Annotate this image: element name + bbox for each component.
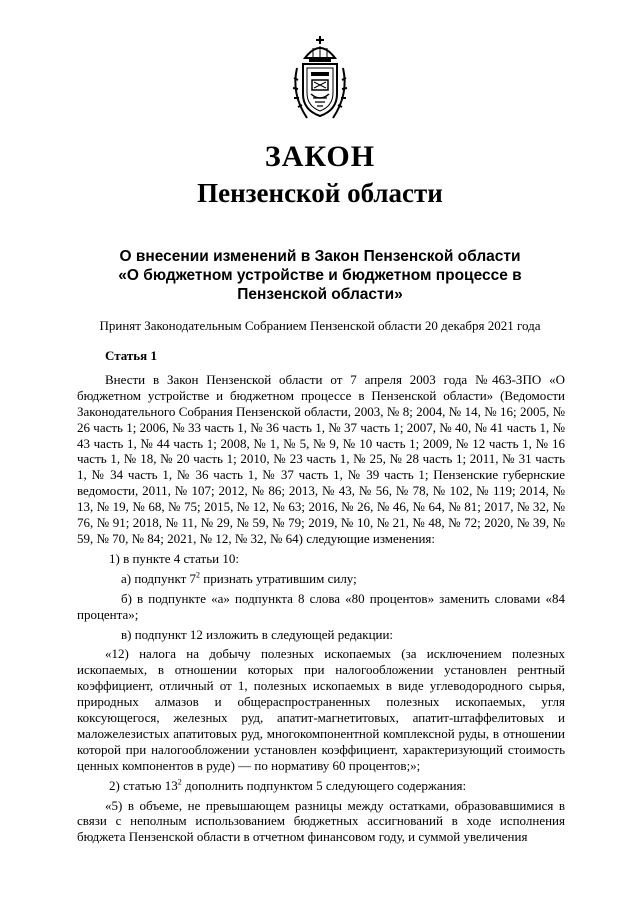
item-1-v: в) подпункт 12 изложить в следующей редакции: bbox=[121, 626, 394, 642]
document-region: Пензенской области bbox=[197, 178, 443, 208]
item-1-a-text: а) подпункт 7 bbox=[121, 570, 197, 586]
item-1-b: б) в подпункте «а» подпункта 8 слова «80 процентов» заменить словами «84 процента»; bbox=[77, 590, 565, 622]
quoted-subparagraph-5: «5) в объеме, не превышающем разницы между остатками, образовавшимися в связи с неполным использованием бюджетных ассигнований в ходе исполнения бюджета Пензенской области в отчетном финансовом году, и суммой увеличения bbox=[77, 797, 565, 845]
item-2 bbox=[77, 778, 565, 794]
document-title: ЗАКОН bbox=[264, 140, 376, 173]
item-2-text: 2) статью 13 bbox=[109, 777, 178, 793]
item-1-a-superscript: 2 bbox=[196, 570, 201, 580]
law-body bbox=[77, 348, 565, 845]
law-subtitle bbox=[80, 247, 560, 304]
subtitle-line-2: «О бюджетном устройстве и бюджетном процессе в bbox=[118, 267, 522, 284]
article-heading: Статья 1 bbox=[105, 348, 157, 363]
item-1: 1) в пункте 4 статьи 10: bbox=[109, 550, 239, 566]
subtitle-line-3: Пензенской области» bbox=[237, 286, 403, 303]
subtitle-line-1: О внесении изменений в Закон Пензенской области bbox=[119, 248, 521, 265]
adoption-note: Принят Законодательным Собранием Пензенской области 20 декабря 2021 года bbox=[99, 318, 541, 333]
item-2-tail: дополнить подпунктом 5 следующего содержания: bbox=[181, 777, 467, 793]
coat-of-arms-emblem bbox=[287, 34, 353, 122]
item-1-a-tail: признать утратившим силу; bbox=[200, 570, 357, 586]
quoted-subparagraph-12: «12) налога на добычу полезных ископаемых (за исключением полезных ископаемых, в отношении которых при налогообложении установлен рентный коэффициент, отличный от 1, полезных ископаемых в виде углеводородного сырья, природных алмазов и общераспространенных полезных ископаемых, угля коксующегося, железных руд, апатит-магнетитовых, апатит-штаффелитовых и маложелезистых апатитовых руд, многокомпонентной комплексной руды, в отношении которой при налогообложении установлен коэффициент, характеризующий стоимость ценных компонентов в руде) — по нормативу 60 процентов;»; bbox=[77, 646, 565, 773]
intro-paragraph: Внести в Закон Пензенской области от 7 апреля 2003 года №463-ЗПО «О бюджетном устройстве и бюджетном процессе в Пензенской области» (Ведомости Законодательного Собрания Пензенской области, 2003, № 8; 2004, № 14, № 16; 2005, № 26 часть 1; 2006, № 33 часть 1, № 36 часть 1, № 37 часть 1; 2007, № 40, № 41 часть 1, № 43 часть 1, № 44 часть 1; 2008, № 1, № 5, № 9, № 10 часть 1; 2009, № 12 часть 1, № 16 часть 1, № 18, № 20 часть 1; 2010, № 23 часть 1, № 25, № 28 часть 1; 2011, № 31 часть 1, № 34 часть 1, № 36 часть 1, № 37 часть 1, № 39 часть 1; Пензенские губернские ведомости, 2011, № 107; 2012, № 86; 2013, № 43, № 56, № 78, № 102, № 119; 2014, № 13, № 19, № 68, № 75; 2015, № 12, № 63; 2016, № 26, № 46, № 64, № 81; 2017, № 32, № 76, № 91; 2018, № 11, № 29, № 59, № 79; 2019, № 10, № 21, № 48, № 72; 2020, № 39, № 59, № 70, № 84; 2021, № 12, № 32, № 64) следующие изменения: bbox=[77, 371, 565, 546]
item-1-a bbox=[77, 571, 565, 587]
item-2-superscript: 2 bbox=[177, 777, 182, 787]
